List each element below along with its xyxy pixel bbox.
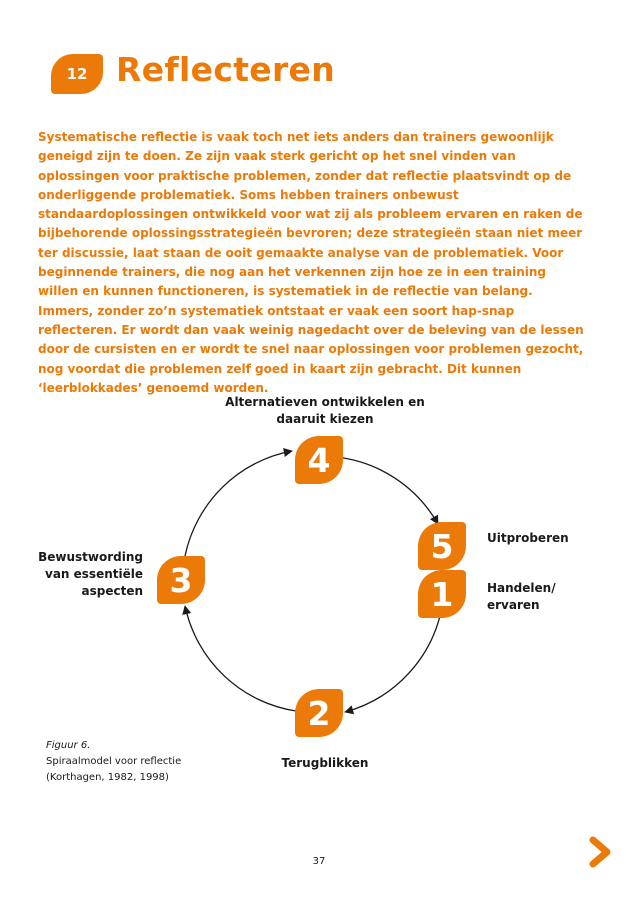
stage-2-badge: 2 xyxy=(295,689,343,737)
figure-number: Figuur 6. xyxy=(46,740,91,751)
chevron-right-icon[interactable] xyxy=(588,836,614,868)
stage-1-badge: 1 xyxy=(418,570,466,618)
stage-3-badge: 3 xyxy=(157,556,205,604)
cycle-arrow-2-to-3 xyxy=(185,606,296,711)
figure-caption-title: Spiraalmodel voor reflectie xyxy=(46,756,182,767)
stage-4-badge: 4 xyxy=(295,436,343,484)
stage-3-label: Bewustwording van essentiële aspecten xyxy=(38,550,143,598)
stage-1-label: Handelen/ ervaren xyxy=(487,581,556,612)
page-title: Reflecteren xyxy=(116,50,336,89)
cycle-arrow-1-to-2 xyxy=(345,607,442,712)
stage-5-badge: 5 xyxy=(418,522,466,570)
figure-caption xyxy=(46,738,181,786)
stage-2-label: Terugblikken xyxy=(281,756,369,770)
chapter-number-badge: 12 xyxy=(51,54,103,94)
cycle-arrow-4-to-5 xyxy=(336,457,438,524)
stage-4-label: Alternatieven ontwikkelen en daaruit kiezen xyxy=(225,395,425,426)
stage-5-label: Uitproberen xyxy=(487,531,569,545)
cycle-arrow-3-to-4 xyxy=(185,451,292,556)
page-number: 37 xyxy=(312,856,326,867)
intro-paragraph: Systematische reflectie is vaak toch net iets anders dan trainers gewoonlijk geneigd zijn te doen. Ze zijn vaak sterk gericht op het snel vinden van oplossingen voor praktische problemen, zonder dat reflectie plaatsvindt op de onderliggende problematiek. Soms hebben trainers onbewust standaardoplossingen ontwikkeld voor wat zij als probleem ervaren en raken de bijbehorende oplossingsstrategieën bevroren; deze strategieën staan niet meer ter discussie, laat staan de ooit gemaakte analyse van de problematiek. Voor beginnende trainers, die nog aan het verkennen zijn hoe ze in een training willen en kunnen functioneren, is systematiek in de reflectie van belang. Immers, zonder zo’n systematiek ontstaat er vaak een soort hap-snap reflecteren. Er wordt dan vaak weinig nagedacht over de beleving van de lessen door de cursisten en er wordt te snel naar oplossingen voor problemen gezocht, nog voordat die problemen zelf goed in kaart zijn gebracht. Dit kunnen ‘leerblokkades’ genoemd worden. xyxy=(38,130,584,395)
figure-caption-source: (Korthagen, 1982, 1998) xyxy=(46,772,169,783)
